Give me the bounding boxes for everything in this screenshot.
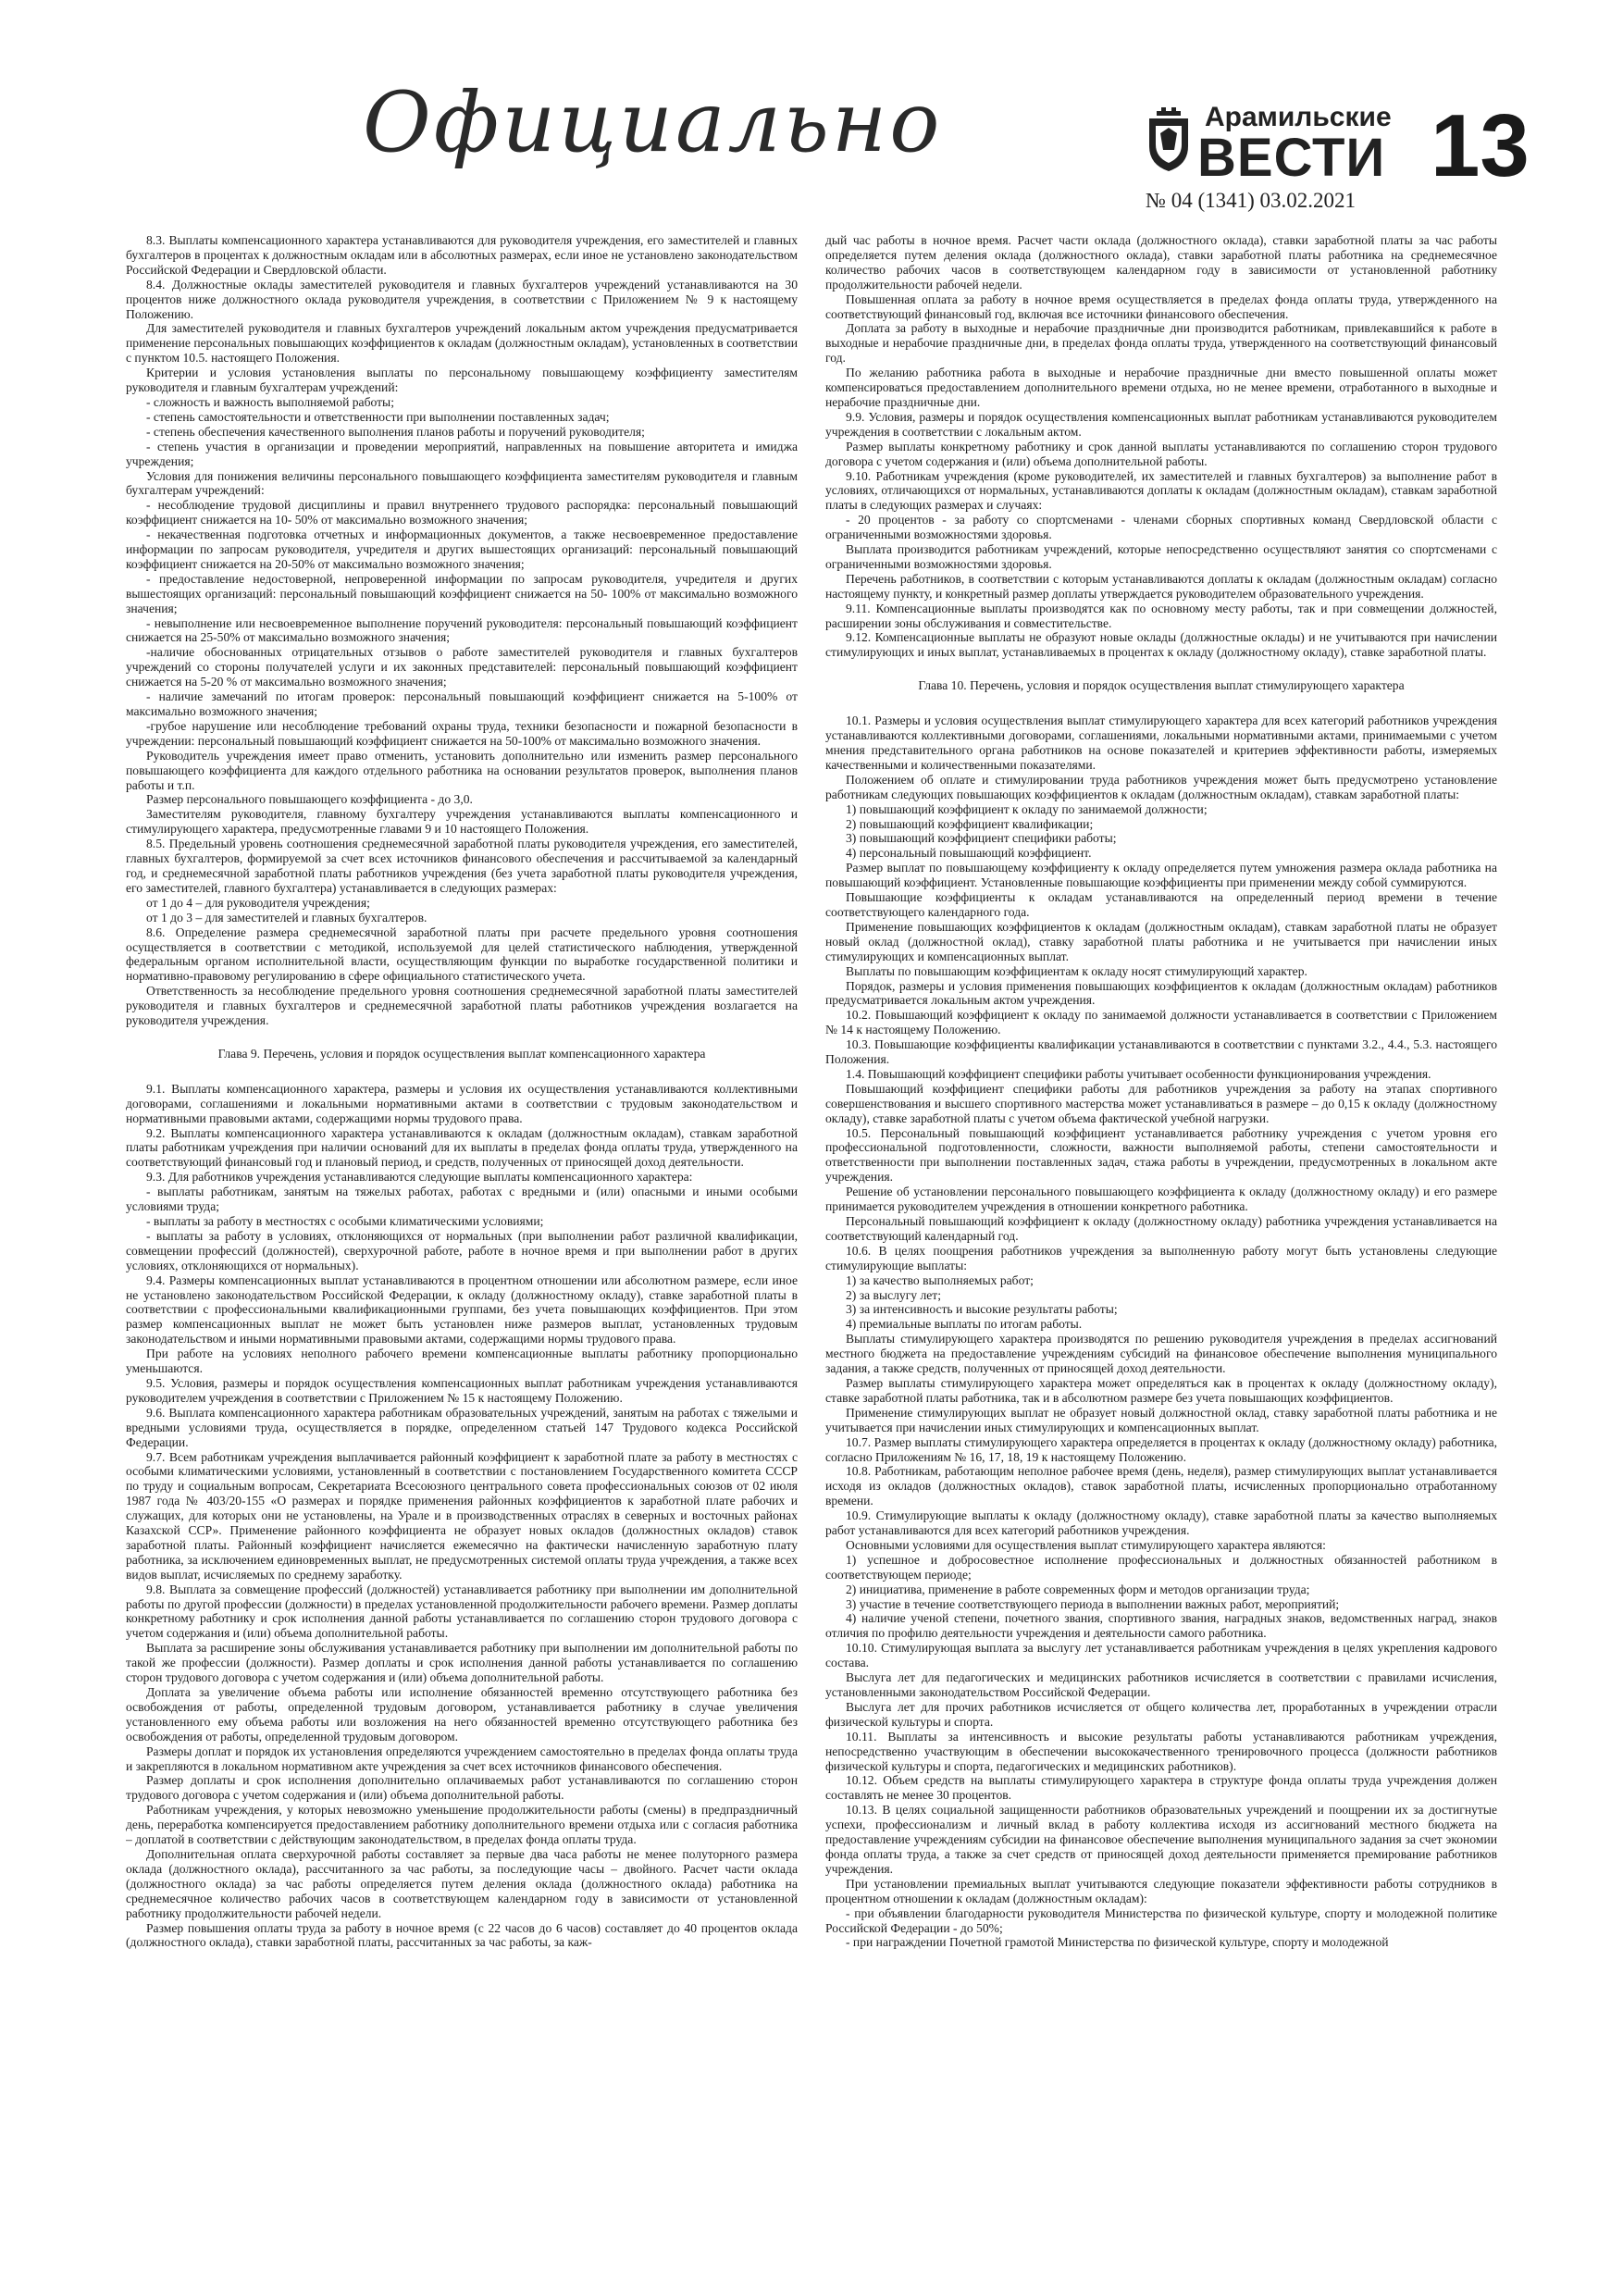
paragraph: Условия для понижения величины персонального повышающего коэффициента заместителям руководителя и главным бухгалтерам учреждений:	[126, 468, 798, 498]
paragraph: 4) персональный повышающий коэффициент.	[846, 846, 1092, 861]
paragraph: Руководитель учреждения имеет право отменить, установить дополнительно или изменить размер персонального повышающего коэффициента для каждого отдельного работника на основании результатов проверок, выполнения планов работы и т.п.	[126, 748, 798, 792]
masthead	[0, 0, 1623, 231]
paragraph: - предоставление недостоверной, непроверенной информации по запросам руководителя, учредителя и других вышестоящих организаций: персональный повышающий коэффициент снижается на 50- 100% от максимально возможного значения;	[126, 571, 798, 615]
paragraph: 9.8. Выплата за совмещение профессий (должностей) устанавливается работнику при выполнении им дополнительной работы по другой профессии (должности) в пределах установленной продолжительности рабочего времени. Размер доплаты конкретному работнику и срок исполнения данной работы устанавливается по соглашению сторон трудового договора с учетом содержания и (или) объема дополнительной работы.	[126, 1582, 798, 1641]
paragraph: 3) за интенсивность и высокие результаты работы;	[846, 1302, 1118, 1317]
paragraph: 10.2. Повышающий коэффициент к окладу по занимаемой должности устанавливается в соответствии с Приложением № 14 к настоящему Положению.	[825, 1008, 1497, 1037]
paragraph: 10.3. Повышающие коэффициенты квалификации устанавливаются в соответствии с пунктами 3.2., 4.4., 5.3. настоящего Положения.	[825, 1037, 1497, 1067]
paragraph: Выплаты по повышающим коэффициентам к окладу носят стимулирующий характер.	[846, 963, 1307, 978]
logo-main-text: ВЕСТИ	[1197, 128, 1386, 188]
paragraph: Выплата за расширение зоны обслуживания устанавливается работнику при выполнении им дополнительной работы по такой же профессии (должности). Размер доплаты и срок исполнения данной работы устанавливается по соглашению сторон трудового договора с учетом содержания и (или) объема дополнительной работы.	[126, 1641, 798, 1685]
paragraph: - выплаты за работу в условиях, отклоняющихся от нормальных (при выполнении работ различной квалификации, совмещении профессий (должностей), сверхурочной работе, работе в ночное время и при выполнении работ в других условиях, отклоняющихся от нормальных).	[126, 1228, 798, 1272]
paragraph: Решение об установлении персонального повышающего коэффициента к окладу (должностному окладу) и его размере принимается руководителем учреждения в отношении конкретного работника.	[825, 1185, 1497, 1214]
paragraph: 9.1. Выплаты компенсационного характера, размеры и условия их осуществления устанавливаются коллективными договорами, соглашениями и локальными нормативными актами в соответствии с трудовым законодательством и нормативными правовыми актами, содержащими нормы трудового права.	[126, 1081, 798, 1125]
paragraph: Доплата за работу в выходные и нерабочие праздничные дни производится работникам, привлекавшийся к работе в выходные и нерабочие праздничные дни, в пределах фонда оплаты труда, утвержденного на соответствующий финансовый год.	[825, 321, 1497, 366]
paragraph: 10.7. Размер выплаты стимулирующего характера определяется в процентах к окладу (должностному окладу) работника, согласно Приложениям № 16, 17, 18, 19 к настоящему Положению.	[825, 1434, 1497, 1464]
paragraph: Выслуга лет для прочих работников исчисляется от общего количества лет, проработанных в учреждении отрасли физической культуры и спорта.	[825, 1699, 1497, 1729]
paragraph: Размер выплат по повышающему коэффициенту к окладу определяется путем умножения размера оклада работника на повышающий коэффициент. Установленные повышающие коэффициенты при применении между собой суммируются.	[825, 861, 1497, 890]
paragraph: Ответственность за несоблюдение предельного уровня соотношения среднемесячной заработной платы заместителей руководителя и главных бухгалтеров и среднемесячной заработной платы работников учреждения возлагается на руководителя учреждения.	[126, 984, 798, 1028]
paragraph: - выплаты за работу в местностях с особыми климатическими условиями;	[146, 1214, 544, 1228]
newspaper-logo	[1146, 100, 1405, 188]
paragraph: 9.3. Для работников учреждения устанавливаются следующие выплаты компенсационного характера:	[146, 1170, 693, 1185]
paragraph: 10.13. В целях социальной защищенности работников образовательных учреждений и поощрении их за достигнутые успехи, профессионализм и личный вклад в работу коллектива исходя из ассигнований местного бюджета на предоставление учреждениям субсидии на финансовое обеспечение выполнения муниципального задания за счет экономии фонда оплаты труда, а также за счет средств от приносящей доход деятельности применяется премирование работников учреждения.	[825, 1803, 1497, 1876]
logo-top-text: Арамильские	[1205, 102, 1392, 132]
paragraph: Размеры доплат и порядок их установления определяются учреждением самостоятельно в пределах фонда оплаты труда и закрепляются в локальном нормативном акте учреждения за счет всех источников финансового обеспечения.	[126, 1744, 798, 1773]
chapter-heading: Глава 10. Перечень, условия и порядок осуществления выплат стимулирующего характера	[918, 678, 1405, 693]
chapter-heading: Глава 9. Перечень, условия и порядок осуществления выплат компенсационного характера	[217, 1046, 706, 1061]
paragraph: 3) участие в течение соответствующего периода в выполнении важных работ, мероприятий;	[846, 1596, 1340, 1611]
paragraph: 9.9. Условия, размеры и порядок осуществления компенсационных выплат работникам устанавливаются руководителем учреждения в соответствии с локальным актом.	[825, 409, 1497, 439]
paragraph: Работникам учреждения, у которых невозможно уменьшение продолжительности работы (смены) в предпраздничный день, переработка компенсируется предоставлением работнику дополнительного времени отдыха или с согласия работника – доплатой в соответствии с действующим законодательством, в пределах фонда оплаты труда.	[126, 1803, 798, 1847]
paragraph: - степень участия в организации и проведении мероприятий, направленных на повышение авторитета и имиджа учреждения;	[126, 439, 798, 468]
paragraph: -грубое нарушение или несоблюдение требований охраны труда, техники безопасности и пожарной безопасности в учреждении: персональный повышающий коэффициент снижается на 50-100% от максимально возможного значения.	[126, 718, 798, 748]
paragraph: Размер доплаты и срок исполнения дополнительно оплачиваемых работ устанавливаются по соглашению сторон трудового договора с учетом содержания и (или) объема дополнительной работы.	[126, 1773, 798, 1803]
paragraph: 10.6. В целях поощрения работников учреждения за выполненную работу могут быть установлены следующие стимулирующие выплаты:	[825, 1243, 1497, 1272]
paragraph: 10.10. Стимулирующая выплата за выслугу лет устанавливается работникам учреждения в целях укрепления кадрового состава.	[825, 1641, 1497, 1670]
paragraph: - несоблюдение трудовой дисциплины и правил внутреннего трудового распорядка: персональный повышающий коэффициент снижается на 10- 50% от максимально возможного значения;	[126, 498, 798, 527]
paragraph: Размер повышения оплаты труда за работу в ночное время (с 22 часов до 6 часов) составляет до 40 процентов оклада (должностного оклада), ставки заработной платы, рассчитанных за час работы, за каж-	[126, 1920, 798, 1950]
paragraph: Доплата за увеличение объема работы или исполнение обязанностей временно отсутствующего работника без освобождения от работы, определенной трудовым договором, устанавливается работнику в случае увеличения установленного ему объема работы или возложения на него обязанностей временно отсутствующего работника без освобождения от работы, определенной трудовым договором.	[126, 1685, 798, 1744]
paragraph: 9.4. Размеры компенсационных выплат устанавливаются в процентном отношении или абсолютном размере, если иное не установлено законодательством Российской Федерации, к окладу (должностному окладу), ставке заработной платы в соответствии с профессиональными квалификационными группами, без учета повышающих коэффициентов. При этом размер компенсационных выплат не может быть установлен ниже размеров выплат, установленных трудовым законодательством и иными нормативными правовыми актами, содержащими нормы трудового права.	[126, 1272, 798, 1347]
paragraph: 8.5. Предельный уровень соотношения среднемесячной заработной платы руководителя учреждения, его заместителей, главных бухгалтеров, формируемой за счет всех источников финансового обеспечения и рассчитываемой за календарный год, и среднемесячной заработной платы работников учреждения (без учета заработной платы руководителя учреждения, его заместителей, главного бухгалтера) устанавливается в следующих размерах:	[126, 837, 798, 895]
paragraph: Применение стимулирующих выплат не образует новый должностной оклад, ставку заработной платы работника и не учитывается при начислении иных стимулирующих и компенсационных выплат.	[825, 1405, 1497, 1434]
paragraph: Порядок, размеры и условия применения повышающих коэффициентов к окладам (должностным окладам) работников предусматривается локальным актом учреждения.	[825, 978, 1497, 1008]
paragraph: Заместителям руководителя, главному бухгалтеру учреждения устанавливаются выплаты компенсационного и стимулирующего характера, предусмотренные главами 9 и 10 настоящего Положения.	[126, 807, 798, 837]
paragraph: 4) наличие ученой степени, почетного звания, спортивного звания, наградных знаков, ведомственных наград, знаков отличия по профилю деятельности учреждения и деятельности самого работника.	[825, 1611, 1497, 1641]
paragraph: 1) повышающий коэффициент к окладу по занимаемой должности;	[846, 801, 1208, 816]
paragraph: При установлении премиальных выплат учитываются следующие показатели эффективности работы сотрудников в процентном отношении к окладам (должностным окладам):	[825, 1876, 1497, 1905]
paragraph: 4) премиальные выплаты по итогам работы.	[846, 1317, 1083, 1332]
paragraph: 10.1. Размеры и условия осуществления выплат стимулирующего характера для всех категорий работников учреждения устанавливаются коллективными договорами, соглашениями, локальными нормативными актами, принимаемыми с учетом мнения представительного органа работников на основе показателей и критериев эффективности работы, измеряемых качественными и количественными показателями.	[825, 714, 1497, 772]
paragraph: 9.5. Условия, размеры и порядок осуществления компенсационных выплат работникам учреждения устанавливаются руководителем учреждения в соответствии с Приложением № 15 к настоящему Положению.	[126, 1375, 798, 1405]
paragraph: 2) инициатива, применение в работе современных форм и методов организации труда;	[846, 1582, 1310, 1596]
paragraph: 8.4. Должностные оклады заместителей руководителя и главных бухгалтеров учреждений устанавливаются на 30 процентов ниже должностного оклада руководителя учреждения, в соответствии с Приложением № 9 к настоящему Положению.	[126, 277, 798, 321]
paragraph: 9.10. Работникам учреждения (кроме руководителей, их заместителей и главных бухгалтеров) за выполнение работ в условиях, отличающихся от нормальных, устанавливаются доплаты к окладам (должностным окладам), ставкам заработной платы в следующих размерах и случаях:	[825, 468, 1497, 513]
paragraph: 9.2. Выплаты компенсационного характера устанавливаются к окладам (должностным окладам), ставкам заработной платы работникам учреждения при наличии оснований для их выплаты в пределах фонда оплаты труда, утвержденного на соответствующий финансовый год и плановый период, и средств, полученных от приносящей доход деятельности.	[126, 1125, 798, 1170]
paragraph: Размер выплаты стимулирующего характера может определяться как в процентах к окладу (должностному окладу), ставке заработной платы работника, так и в абсолютном размере без учета повышающих коэффициентов.	[825, 1375, 1497, 1405]
paragraph: 9.11. Компенсационные выплаты производятся как по основному месту работы, так и при совмещении должностей, расширении зоны обслуживания и совместительстве.	[825, 601, 1497, 630]
paragraph: 9.12. Компенсационные выплаты не образуют новые оклады (должностные оклады) и не учитываются при начислении стимулирующих и иных выплат, устанавливаемых в процентах к окладу (должностному окладу), ставке заработной платы.	[825, 630, 1497, 660]
paragraph: - при объявлении благодарности руководителя Министерства по физической культуре, спорту и молодежной политике Российской Федерации - до 50%;	[825, 1905, 1497, 1935]
paragraph: от 1 до 3 – для заместителей и главных бухгалтеров.	[146, 910, 427, 925]
paragraph: 1) успешное и добросовестное исполнение профессиональных и должностных обязанностей работником в соответствующем периоде;	[825, 1552, 1497, 1582]
paragraph: - выплаты работникам, занятым на тяжелых работах, работах с вредными и (или) опасными и иными особыми условиями труда;	[126, 1185, 798, 1214]
paragraph: от 1 до 4 – для руководителя учреждения;	[146, 895, 370, 910]
paragraph: -наличие обоснованных отрицательных отзывов о работе заместителей руководителя и главных бухгалтеров учреждений со стороны получателей услуги и их законных представителей: персональный повышающий коэффициент снижается на 5-20 % от максимально возможного значения;	[126, 645, 798, 689]
paragraph: 10.8. Работникам, работающим неполное рабочее время (день, неделя), размер стимулирующих выплат устанавливается исходя из окладов (должностных окладов), ставок заработной платы, исчисленных пропорционально отработанному времени.	[825, 1464, 1497, 1508]
paragraph: - 20 процентов - за работу со спортсменами - членами сборных спортивных команд Свердловской области с ограниченными возможностями здоровья.	[825, 513, 1497, 542]
paragraph: - при награждении Почетной грамотой Министерства по физической культуре, спорту и молодежной	[846, 1935, 1389, 1950]
paragraph: - невыполнение или несвоевременное выполнение поручений руководителя: персональный повышающий коэффициент снижается на 25-50% от максимально возможного значения;	[126, 615, 798, 645]
paragraph: Выплаты стимулирующего характера производятся по решению руководителя учреждения в пределах ассигнований местного бюджета на предоставление учреждениям субсидий на финансовое обеспечение выполнения муниципального задания, а также средств, полученных от приносящей доход деятельности.	[825, 1332, 1497, 1376]
paragraph: Выслуга лет для педагогических и медицинских работников исчисляется в соответствии с правилами исчисления, установленными законодательством Российской Федерации.	[825, 1670, 1497, 1699]
section-title: Официально	[363, 74, 943, 171]
paragraph: дый час работы в ночное время. Расчет части оклада (должностного оклада), ставки заработной платы за час работы определяется путем деления оклада (должностного оклада), ставки заработной платы работника на среднемесячное количество рабочих часов в соответствующем календарном году в зависимости от установленной работнику продолжительности рабочей недели.	[825, 233, 1497, 292]
paragraph: Повышающий коэффициент специфики работы для работников учреждения за работу на этапах спортивного совершенствования и высшего спортивного мастерства может устанавливаться в размере – до 0,15 к окладу (должностному окладу), ставке заработной платы с учетом объема фактической учебной нагрузки.	[825, 1081, 1497, 1125]
paragraph: Критерии и условия установления выплаты по персональному повышающему коэффициенту заместителям руководителя и главным бухгалтерам учреждений:	[126, 366, 798, 395]
paragraph: Повышенная оплата за работу в ночное время осуществляется в пределах фонда оплаты труда, утвержденного на соответствующий финансовый год, включая все источники финансового обеспечения.	[825, 292, 1497, 321]
paragraph: 10.11. Выплаты за интенсивность и высокие результаты работы устанавливаются работникам учреждения, непосредственно участвующим в обеспечении высококачественного тренировочного процесса (должности работников физической культуры и спорта, педагогических и медицинских работников).	[825, 1729, 1497, 1773]
right-column	[825, 233, 1497, 2269]
paragraph: Основными условиями для осуществления выплат стимулирующего характера являются:	[846, 1537, 1326, 1552]
paragraph: 1.4. Повышающий коэффициент специфики работы учитывает особенности функционирования учреждения.	[846, 1066, 1431, 1081]
paragraph: По желанию работника работа в выходные и нерабочие праздничные дни вместо повышенной оплаты может компенсироваться предоставлением дополнительного времени отдыха, но не менее времени, отработанного в выходные и нерабочие праздничные дни.	[825, 366, 1497, 409]
paragraph: 1) за качество выполняемых работ;	[846, 1272, 1034, 1287]
paragraph: Размер выплаты конкретному работнику и срок данной выплаты устанавливаются по соглашению сторон трудового договора с учетом содержания и (или) объема дополнительной работы.	[825, 439, 1497, 468]
paragraph: 8.6. Определение размера среднемесячной заработной платы при расчете предельного уровня соотношения осуществляется в соответствии с методикой, используемой для целей статистического наблюдения, утвержденной федеральным органом исполнительной власти, осуществляющим функции по выработке государственной политики и нормативно-правовому регулированию в сфере официального статистического учета.	[126, 925, 798, 984]
paragraph: Положением об оплате и стимулировании труда работников учреждения может быть предусмотрено установление работникам следующих повышающих коэффициентов к окладам (должностным окладам), ставкам заработной платы:	[825, 772, 1497, 801]
paragraph: 9.6. Выплата компенсационного характера работникам образовательных учреждений, занятым на работах с тяжелыми и вредными условиями труда, осуществляется в порядке, определенном статьей 147 Трудового кодекса Российской Федерации.	[126, 1405, 798, 1449]
paragraph: Применение повышающих коэффициентов к окладам (должностным окладам), ставкам заработной платы не образует новый оклад (должностной оклад), ставку заработной платы работника и не учитывается при начислении иных стимулирующих и компенсационных выплат.	[825, 919, 1497, 963]
paragraph: - степень обеспечения качественного выполнения планов работы и поручений руководителя;	[146, 424, 645, 439]
paragraph: Размер персонального повышающего коэффициента - до 3,0.	[146, 792, 473, 807]
paragraph: Выплата производится работникам учреждений, которые непосредственно осуществляют занятия со спортсменами с ограниченными возможностями здоровья.	[825, 542, 1497, 571]
paragraph: - степень самостоятельности и ответственности при выполнении поставленных задач;	[146, 409, 610, 424]
paragraph: 9.7. Всем работникам учреждения выплачивается районный коэффициент к заработной плате за работу в местностях с особыми климатическими условиями, установленный в соответствии с постановлением Государственного комитета СССР по труду и социальным вопросам, Секретариата Всесоюзного центрального совета профессиональных союзов от 02 июля 1987 года № 403/20-155 «О размерах и порядке применения районных коэффициентов к заработной плате рабочих и служащих, для которых они не установлены, на Урале и в производственных отраслях в северных и восточных районах Казахской ССР». Применение районного коэффициента не образует новых окладов (должностных окладов) ставок заработной платы. Районный коэффициент начисляется ежемесячно на фактически начисленную заработную плату работника, за исключением единовременных выплат, не предусмотренных системой оплаты труда учреждения, а также всех видов выплат, исчисляемых по среднему заработку.	[126, 1449, 798, 1582]
paragraph: Персональный повышающий коэффициент к окладу (должностному окладу) работника учреждения устанавливается на соответствующий календарный год.	[825, 1214, 1497, 1243]
paragraph: Перечень работников, в соответствии с которым устанавливаются доплаты к окладам (должностным окладам) согласно настоящему пункту, и конкретный размер доплаты утверждается руководителем образовательного учреждения.	[825, 571, 1497, 601]
paragraph: 10.12. Объем средств на выплаты стимулирующего характера в структуре фонда оплаты труда учреждения должен составлять не менее 30 процентов.	[825, 1773, 1497, 1803]
paragraph: Дополнительная оплата сверхурочной работы составляет за первые два часа работы не менее полуторного размера оклада (должностного оклада), рассчитанного за час работы, за последующие часы – двойного. Расчет части оклада (должностного оклада) за час работы определяется путем деления оклада (должностного оклада) работника на среднемесячное количество рабочих часов в соответствующем календарном году в зависимости от установленной работнику продолжительности рабочей недели.	[126, 1846, 798, 1920]
coat-of-arms-icon	[1146, 107, 1192, 172]
paragraph: 8.3. Выплаты компенсационного характера устанавливаются для руководителя учреждения, его заместителей и главных бухгалтеров в процентах к должностным окладам или в абсолютных размерах, если иное не установлено законодательством Российской Федерации и Свердловской области.	[126, 233, 798, 277]
left-column	[126, 233, 798, 2269]
issue-number-date: № 04 (1341) 03.02.2021	[1146, 189, 1357, 212]
paragraph: - некачественная подготовка отчетных и информационных документов, а также несвоевременное предоставление информации по запросам руководителя, учредителя и других вышестоящих организаций: персональный повышающий коэффициент снижается на 20-50% от максимально возможного значения;	[126, 527, 798, 571]
page-number: 13	[1431, 96, 1530, 195]
paragraph: 2) за выслугу лет;	[846, 1287, 941, 1302]
paragraph: - наличие замечаний по итогам проверок: персональный повышающий коэффициент снижается на 5-100% от максимально возможного значения;	[126, 689, 798, 718]
paragraph: Для заместителей руководителя и главных бухгалтеров учреждений локальным актом учреждения предусматривается применение персональных повышающих коэффициентов к окладам (должностным окладам), установленных в соответствии с пунктом 10.5. настоящего Положения.	[126, 321, 798, 366]
paragraph: 10.9. Стимулирующие выплаты к окладу (должностному окладу), ставке заработной платы за качество выполняемых работ устанавливаются для всех категорий работников учреждения.	[825, 1508, 1497, 1538]
paragraph: При работе на условиях неполного рабочего времени компенсационные выплаты работнику пропорционально уменьшаются.	[126, 1347, 798, 1376]
paragraph: 10.5. Персональный повышающий коэффициент устанавливается работнику учреждения с учетом уровня его профессиональной подготовленности, сложности, важности выполняемой работы, степени самостоятельности и ответственности при выполнении поставленных задач, стажа работы в учреждении, предусмотренных в локальном акте учреждения.	[825, 1125, 1497, 1185]
paragraph: 3) повышающий коэффициент специфики работы;	[846, 831, 1117, 846]
article-body	[126, 233, 1497, 2269]
paragraph: 2) повышающий коэффициент квалификации;	[846, 816, 1094, 831]
paragraph: - сложность и важность выполняемой работы;	[146, 394, 394, 409]
paragraph: Повышающие коэффициенты к окладам устанавливаются на определенный период времени в течение соответствующего календарного года.	[825, 890, 1497, 919]
